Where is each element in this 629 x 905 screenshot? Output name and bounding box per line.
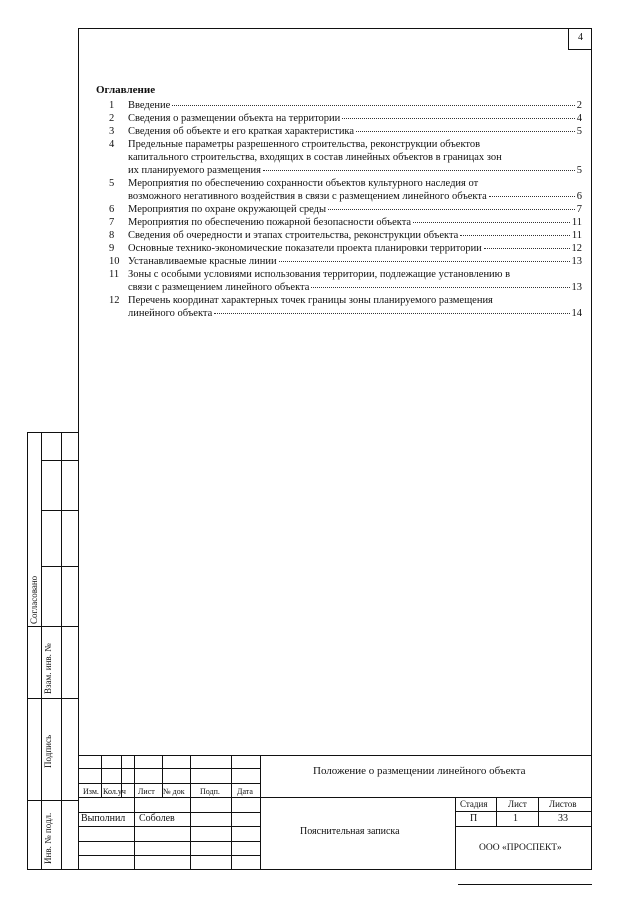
agreed-label: Согласовано [29,575,39,624]
toc-entry-text: Введение [128,100,171,111]
toc-entry-text-line: Предельные параметры разрешенного строительства, реконструкции объектов [128,139,481,150]
toc-entry-page: 11 [571,230,582,241]
toc-leader-dots [172,105,574,106]
toc-entry [109,177,582,203]
toc-entry-page: 13 [571,256,582,267]
toc-entry-number: 6 [109,204,115,215]
toc-entry [109,138,582,177]
document-title: Положение о размещении линейного объекта [313,765,526,777]
toc-entry-page: 11 [571,217,582,228]
sheets-value: 33 [558,813,568,824]
toc-entry-text: Мероприятия по охране окружающей среды [128,204,327,215]
stage-label: Стадия [460,799,488,809]
toc-entry [109,112,582,125]
toc-leader-dots [279,261,570,262]
toc-leader-dots [263,170,575,171]
toc-entry-number: 2 [109,113,115,124]
toc-entry-text-line: Зоны с особыми условиями использования территории, подлежащие установлению в [128,269,511,280]
toc-entry-page: 5 [576,126,582,137]
toc-entry-text: Устанавливаемые красные линии [128,256,277,267]
toc-entry-number: 3 [109,126,115,137]
toc-entry-number: 10 [109,256,120,267]
toc-entry-text: связи с размещением линейного объекта [128,282,310,293]
bottom-rule [458,884,592,885]
toc-entry-text: их планируемого размещения [128,165,261,176]
toc-entry-text: Мероприятия по обеспечению пожарной безопасности объекта [128,217,412,228]
hdr-ndok: № док [163,787,185,796]
toc-leader-dots [356,131,575,132]
toc-entry-text-line: Мероприятия по обеспечению сохранности объектов культурного наследия от [128,178,479,189]
inv-replace-label: Взам. инв. № [43,643,53,694]
stage-value: П [470,813,478,824]
toc-entry [109,99,582,112]
toc-entry-number: 7 [109,217,115,228]
toc-entry [109,242,582,255]
toc-entry-text: Сведения об объекте и его краткая характеристика [128,126,355,137]
company-name: ООО «ПРОСПЕКТ» [479,843,562,853]
toc-leader-dots [460,235,570,236]
sheet-label: Лист [508,799,527,809]
toc-leader-dots [214,313,569,314]
sheets-label: Листов [549,799,577,809]
toc-entry-page: 6 [576,191,582,202]
toc-entry [109,255,582,268]
toc-entry [109,216,582,229]
signature-label: Подпись [43,734,53,768]
toc-entry-number: 8 [109,230,115,241]
toc-entry [109,229,582,242]
toc-entry [109,294,582,320]
doc-name: Пояснительная записка [300,826,400,837]
toc-entry-page: 4 [576,113,582,124]
sheet-value: 1 [513,813,518,824]
toc-leader-dots [413,222,570,223]
toc-title: Оглавление [96,84,156,96]
toc-entry-page: 2 [576,100,582,111]
toc-entry-text: Сведения об очередности и этапах строительства, реконструкции объекта [128,230,459,241]
toc-entry-page: 7 [576,204,582,215]
toc-entry [109,203,582,216]
toc-entry-number: 1 [109,100,115,111]
inv-orig-label: Инв. № подл. [43,812,53,864]
toc-leader-dots [484,248,570,249]
toc-entry [109,125,582,138]
hdr-kolich: Кол.уч [103,787,126,796]
toc-entry-number: 5 [109,178,115,189]
toc-entry-number: 9 [109,243,115,254]
toc-entry-text: Основные технико-экономические показатели проекта планировки территории [128,243,482,254]
toc-entry-text: Сведения о размещении объекта на территории [128,113,341,124]
toc-entry-number: 11 [109,269,120,280]
toc-entry-text-line: Перечень координат характерных точек границы зоны планируемого размещения [128,295,493,306]
toc-entry-text: линейного объекта [128,308,213,319]
hdr-izm: Изм. [83,787,99,796]
toc-leader-dots [489,196,575,197]
toc-leader-dots [342,118,574,119]
toc-leader-dots [311,287,569,288]
toc-entry-text-line: капитального строительства, входящих в состав линейных объектов в границах зон [128,152,502,163]
toc-entry-page: 13 [571,282,582,293]
performed-name: Соболев [139,813,175,824]
toc-entry-page: 14 [571,308,582,319]
toc-leader-dots [328,209,575,210]
toc-entry [109,268,582,294]
toc-entry-page: 5 [576,165,582,176]
hdr-data: Дата [237,787,253,796]
toc-entry-page: 12 [571,243,582,254]
performed-label: Выполнил [81,813,126,824]
hdr-podp: Подп. [200,787,220,796]
hdr-list: Лист [138,787,155,796]
toc-entry-number: 4 [109,139,115,150]
toc-entry-number: 12 [109,295,120,306]
page-number: 4 [568,28,592,50]
toc-entry-text: возможного негативного воздействия в связи с размещением линейного объекта [128,191,487,202]
